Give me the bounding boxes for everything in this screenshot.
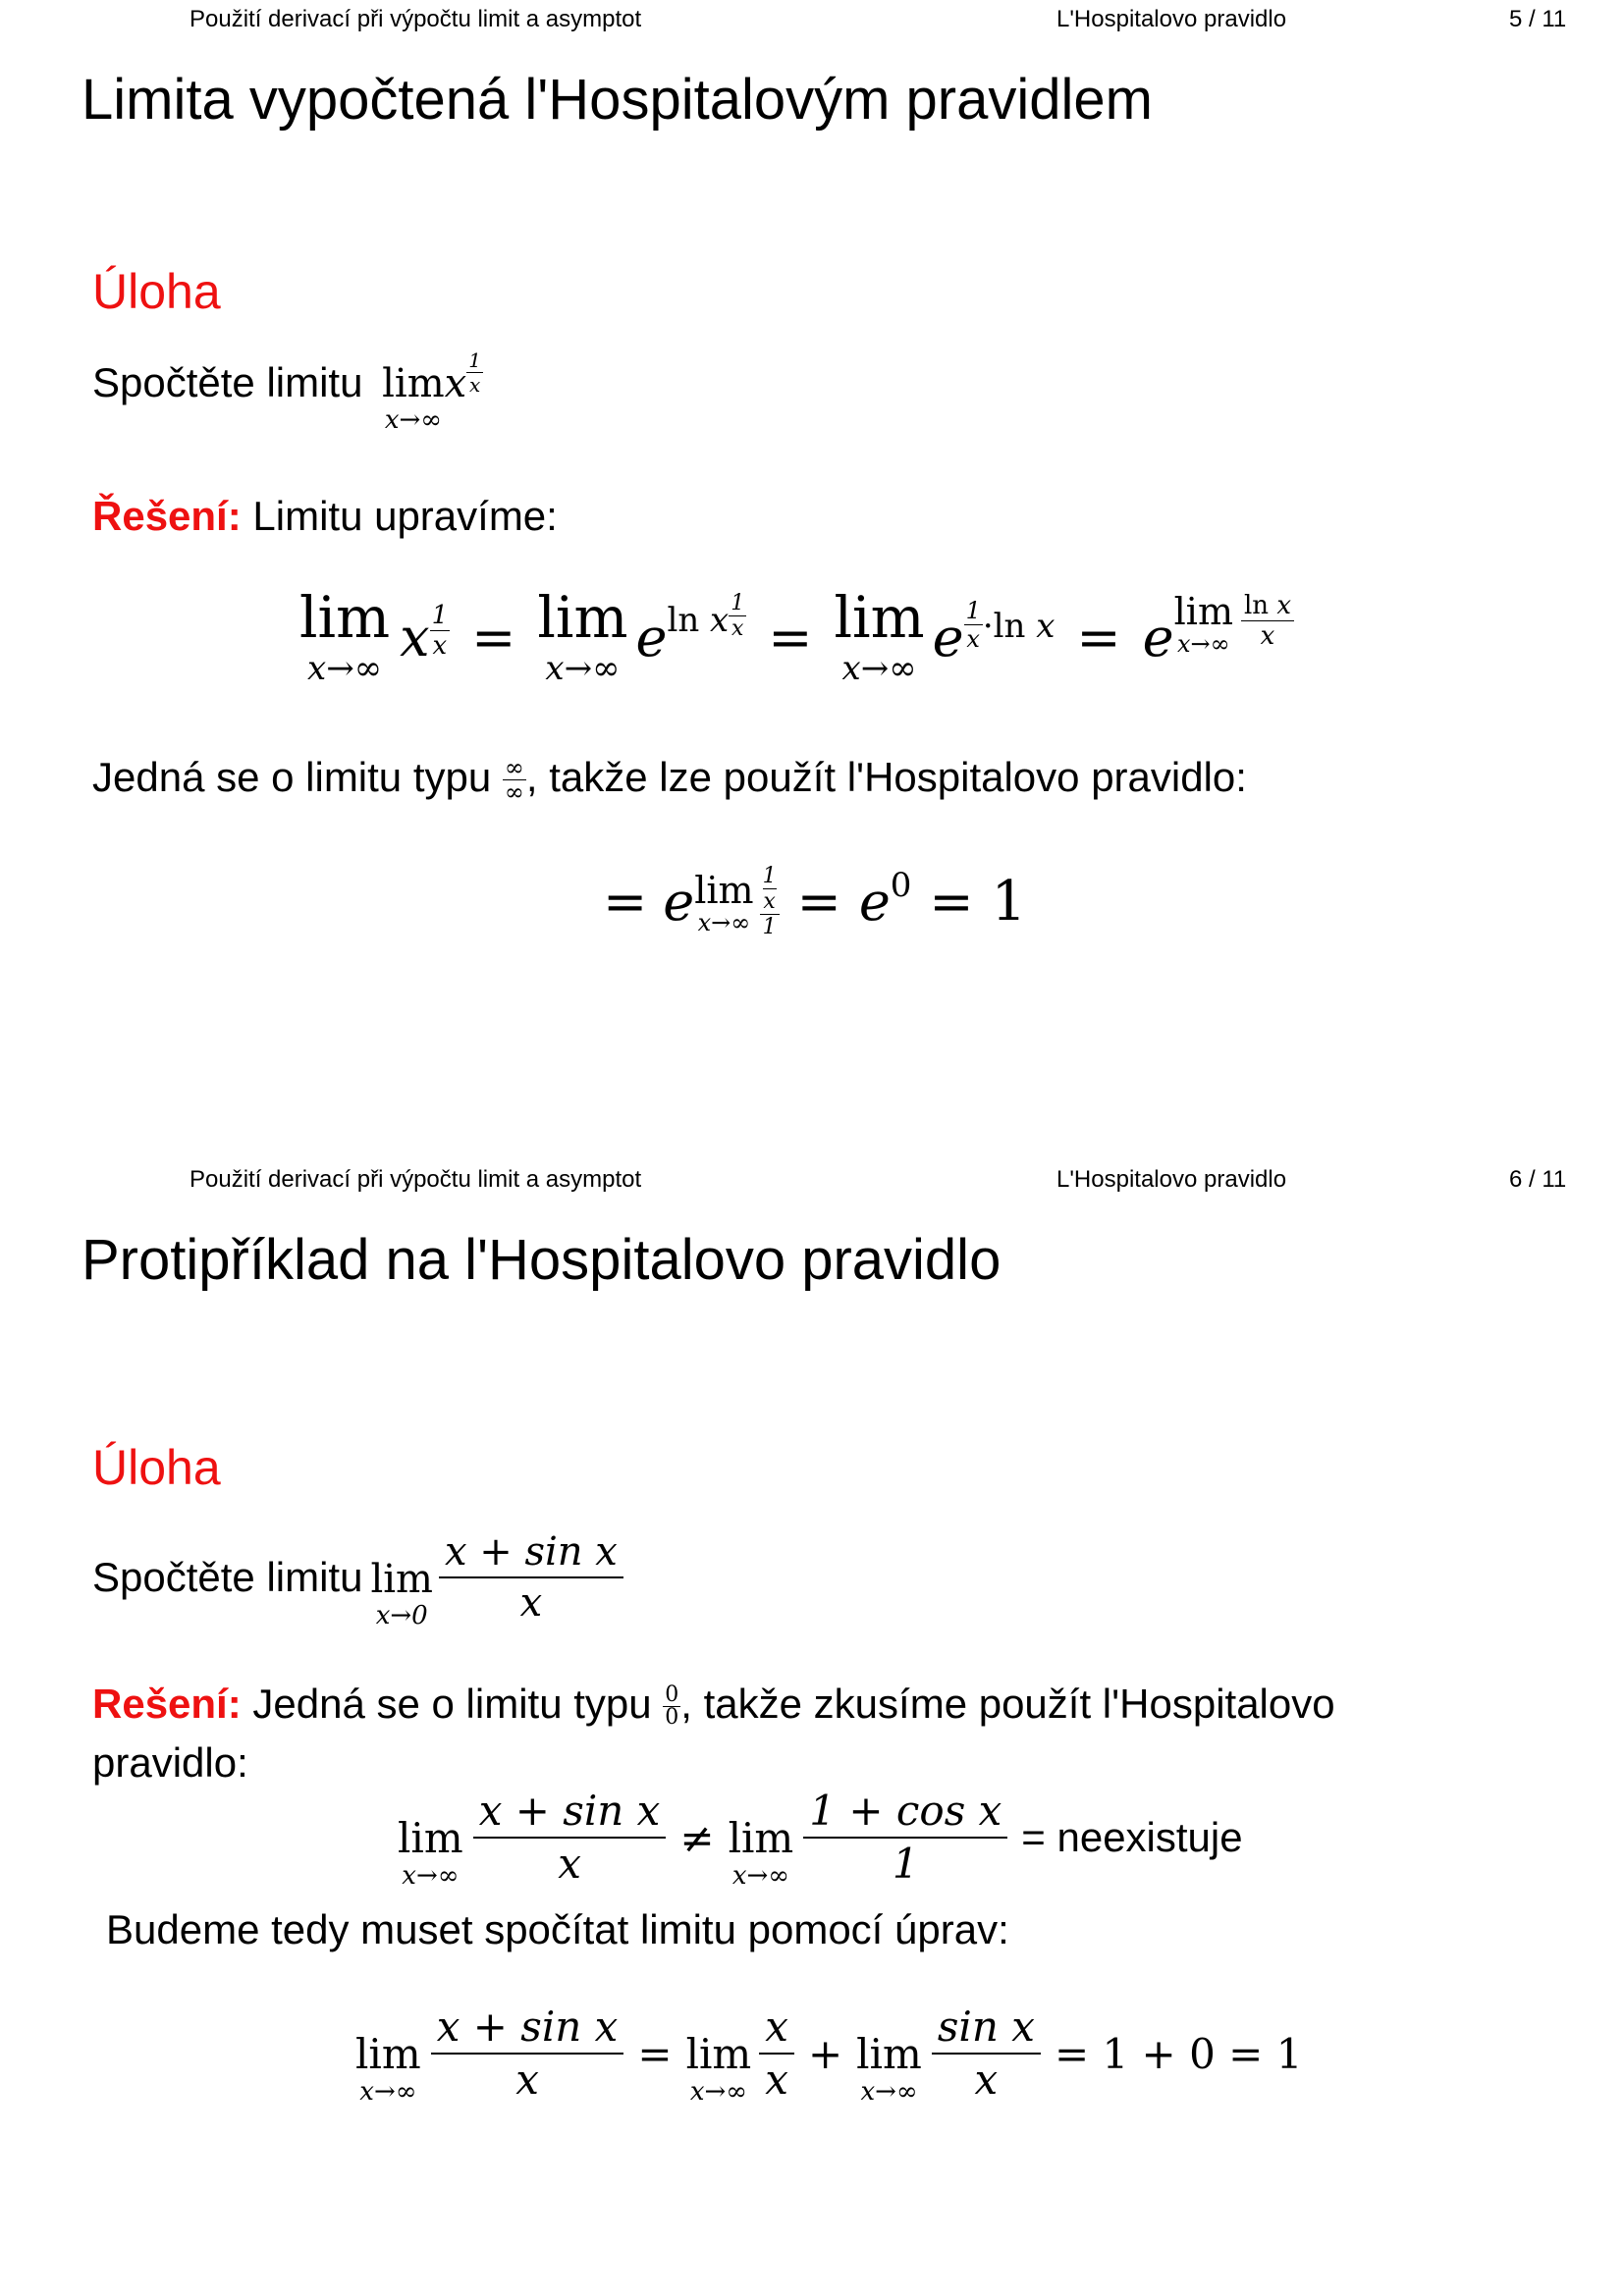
slide-title: Limita vypočtená l'Hospitalovým pravidlem: [81, 68, 1153, 132]
math-var: x: [444, 361, 467, 406]
header-section: L'Hospitalovo pravidlo: [1056, 1166, 1287, 1193]
header-course: Použití derivací při výpočtu limit a asymptot: [189, 6, 642, 32]
solution-label: Rešení:: [92, 1681, 242, 1727]
task-statement: [92, 1526, 623, 1629]
solution-line: [92, 1681, 1335, 1729]
followup-text: Budeme tedy muset spočítat limitu pomocí úprav:: [106, 1906, 1009, 1952]
infinity-over-infinity: ∞ ∞: [504, 754, 524, 807]
solution-label: Řešení:: [92, 493, 242, 539]
slide-title: Protipříklad na l'Hospitalovo pravidlo: [81, 1228, 1001, 1292]
solution-line-2: pravidlo:: [92, 1739, 248, 1786]
fraction: $\frac{\text{x + sin x}}{x}$: [439, 1531, 623, 1624]
equation-result: = e lim x→∞ 1 x 1 = e 0 = 1: [603, 864, 1027, 939]
limit-operator: lim x→∞: [382, 361, 445, 435]
task-statement: [92, 348, 483, 433]
header-course: Použití derivací při výpočtu limit a asymptot: [189, 1166, 642, 1193]
limit-operator: lim x→0: [370, 1557, 433, 1630]
task-text: Spočtěte limitu: [92, 359, 363, 405]
note-text-start: Jedná se o limitu typu: [92, 754, 492, 800]
header-section: L'Hospitalovo pravidlo: [1056, 6, 1287, 32]
solution-line: [92, 493, 558, 540]
exponent-fraction: $\frac{1}{x}$: [468, 348, 481, 397]
block-title-task: Úloha: [92, 1440, 221, 1495]
equation-transform: lim x→∞ x $\frac{1}{x}$ = lim x→∞ e ln x $\frac{1}{x}$ = lim x→∞ e 1 x ·ln x = e lim x→∞ ln x x: [299, 589, 1294, 685]
note-line: [92, 754, 1247, 807]
header-page-number: 6 / 11: [1509, 1166, 1567, 1193]
block-title-task: Úloha: [92, 264, 221, 319]
note-text-end: , takže lze použít l'Hospitalovo pravidlo:: [525, 754, 1247, 800]
solution-text-end: , takže zkusíme použít l'Hospitalovo: [680, 1681, 1335, 1727]
task-text: Spočtěte limitu: [92, 1554, 363, 1600]
equation-lhospital-attempt: lim x→∞ $\frac{\text{x + sin x}}{x}$ ≠ lim x→∞ $\frac{\text{1 + cos x}}{1}$ = neexistuje: [398, 1786, 1243, 1891]
solution-text: Jedná se o limitu typu: [252, 1681, 652, 1727]
header-page-number: 5 / 11: [1509, 6, 1567, 32]
zero-over-zero: $\frac{0}{0}$: [665, 1682, 679, 1731]
equation-final: lim x→∞ $\frac{\text{x + sin x}}{x}$ = lim x→∞ $\frac{x}{x}$ + lim x→∞ $\frac{\text{sin x}}{x}$ = 1 + 0 = 1: [355, 2002, 1303, 2107]
solution-text: Limitu upravíme:: [252, 493, 558, 539]
